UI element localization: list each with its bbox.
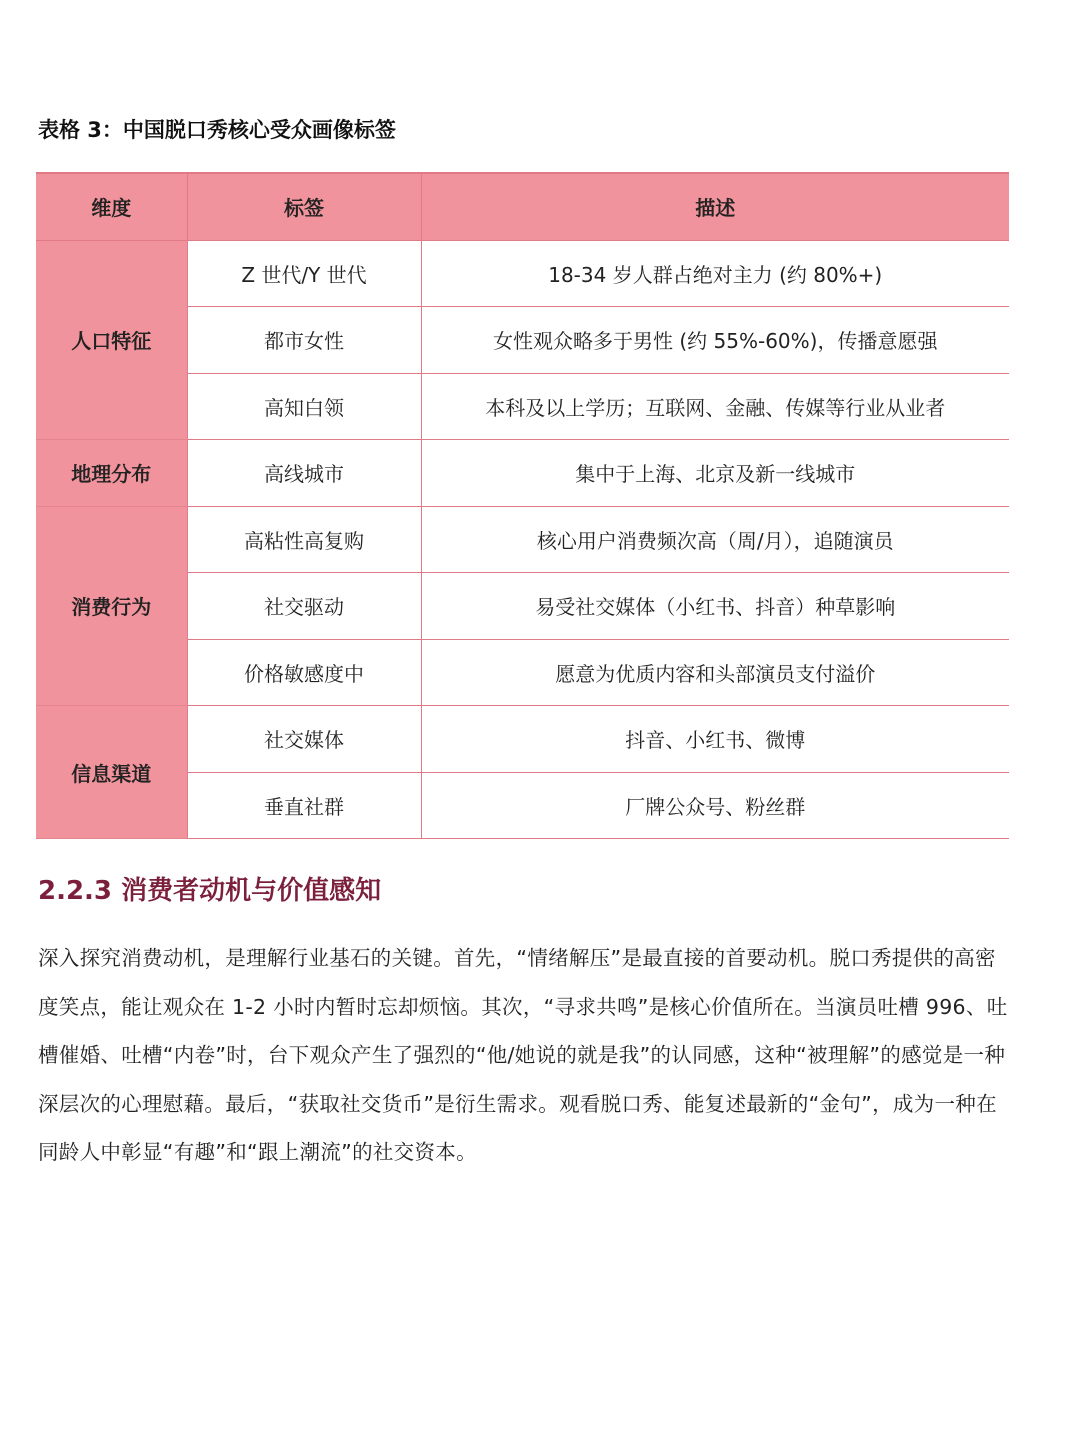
header-tag: 标签 bbox=[187, 173, 421, 240]
description-cell: 18-34 岁人群占绝对主力 (约 80%+) bbox=[421, 240, 1009, 307]
description-cell: 厂牌公众号、粉丝群 bbox=[421, 772, 1009, 839]
section-title: 2.2.3 消费者动机与价值感知 bbox=[38, 876, 382, 906]
tag-cell: 都市女性 bbox=[187, 307, 421, 374]
tag-cell: 垂直社群 bbox=[187, 772, 421, 839]
description-cell: 抖音、小红书、微博 bbox=[421, 706, 1009, 773]
tag-cell: 高线城市 bbox=[187, 440, 421, 507]
dimension-cell: 地理分布 bbox=[36, 440, 187, 507]
tag-cell: 高粘性高复购 bbox=[187, 506, 421, 573]
tag-cell: 价格敏感度中 bbox=[187, 639, 421, 706]
description-cell: 本科及以上学历；互联网、金融、传媒等行业从业者 bbox=[421, 373, 1009, 440]
header-dimension: 维度 bbox=[36, 173, 187, 240]
tag-cell: 高知白领 bbox=[187, 373, 421, 440]
description-cell: 女性观众略多于男性 (约 55%-60%)，传播意愿强 bbox=[421, 307, 1009, 374]
table-header-row bbox=[36, 173, 1009, 240]
description-cell: 核心用户消费频次高（周/月），追随演员 bbox=[421, 506, 1009, 573]
audience-profile-table bbox=[36, 172, 1009, 839]
description-cell: 愿意为优质内容和头部演员支付溢价 bbox=[421, 639, 1009, 706]
table-row bbox=[36, 506, 1009, 573]
header-description: 描述 bbox=[421, 173, 1009, 240]
description-cell: 易受社交媒体（小红书、抖音）种草影响 bbox=[421, 573, 1009, 640]
table-row bbox=[36, 440, 1009, 507]
tag-cell: 社交媒体 bbox=[187, 706, 421, 773]
table-row bbox=[36, 706, 1009, 773]
body-paragraph: 深入探究消费动机，是理解行业基石的关键。首先，“情绪解压”是最直接的首要动机。脱口秀提供的高密度笑点，能让观众在 1-2 小时内暂时忘却烦恼。其次，“寻求共鸣”是核心价值所在。当演员吐槽 996、吐槽催婚、吐槽“内卷”时，台下观众产生了强烈的“他/她说的就是我”的认同感，这种“被理解”的感觉是一种深层次的心理慰藉。最后，“获取社交货币”是衍生需求。观看脱口秀、能复述最新的“金句”，成为一种在同龄人中彰显“有趣”和“跟上潮流”的社交资本。 bbox=[38, 946, 1008, 1164]
table-row bbox=[36, 240, 1009, 307]
dimension-cell: 信息渠道 bbox=[36, 706, 187, 839]
table-caption: 表格 3：中国脱口秀核心受众画像标签 bbox=[38, 118, 396, 142]
description-cell: 集中于上海、北京及新一线城市 bbox=[421, 440, 1009, 507]
dimension-cell: 人口特征 bbox=[36, 240, 187, 440]
dimension-cell: 消费行为 bbox=[36, 506, 187, 706]
tag-cell: 社交驱动 bbox=[187, 573, 421, 640]
tag-cell: Z 世代/Y 世代 bbox=[187, 240, 421, 307]
